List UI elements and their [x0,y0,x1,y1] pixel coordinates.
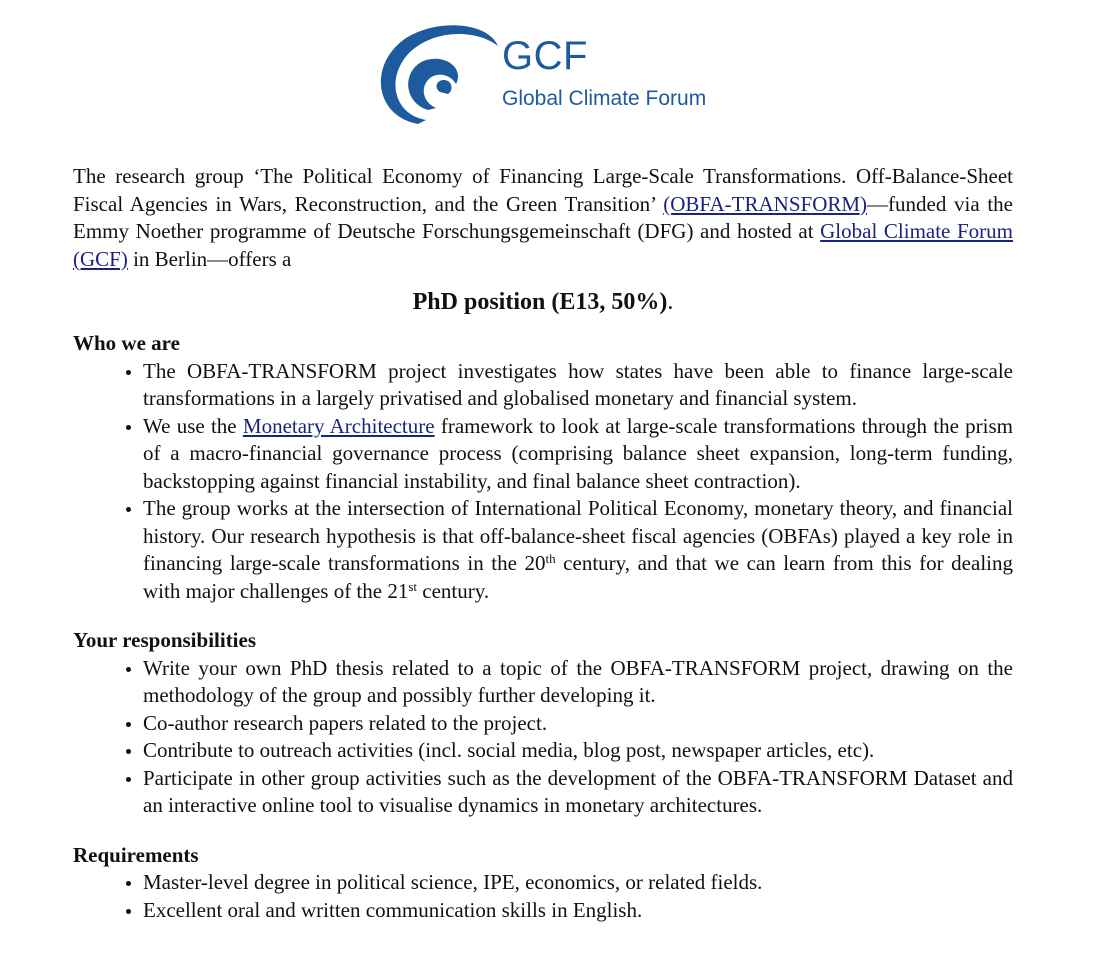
list-item: • Contribute to outreach activities (incl. social media, blog post, newspaper articles, etc). [143,737,1013,765]
logo-organization-name: Global Climate Forum [502,87,707,110]
list-item [143,495,1013,605]
item-text: We use the [143,413,243,438]
logo-abbreviation: GCF [502,34,588,78]
item-text: century. [417,578,490,603]
gcf-link[interactable]: Global Climate Forum (GCF) [73,219,1013,271]
item-text: framework to look at large-scale transformations through the prism of a macro-financial governance process (comprising balance sheet expansion, long-term funding, backstopping against financial instability, and final balance sheet contraction). [143,413,1014,493]
responsibilities-list [73,655,1013,820]
superscript: st [408,578,418,594]
list-item: • Excellent oral and written communication skills in English. [143,897,1013,925]
intro-text-1: The research group ‘The Political Economy of Financing Large-Scale Transformations. Off-Balance-Sheet Fiscal Agencies in Wars, Reconstruction, and the Green Transition’ [73,164,1013,216]
list-item [143,413,1013,496]
document-body [73,163,1013,924]
gcf-swirl-logo-icon [366,18,506,130]
list-item: • The OBFA-TRANSFORM project investigates how states have been able to finance large-scale transformations in a largely privatised and globalised monetary and financial system. [143,358,1013,413]
superscript: th [545,551,556,566]
item-text: The group works at the intersection of International Political Economy, monetary theory, and financial history. Our research hypothesis is that off-balance-sheet fiscal agencies (OBFAs) played a key role in financing large-scale transformations in the 20 [143,496,1013,575]
who-we-are-list [73,358,1013,606]
position-title-period: . [667,289,674,315]
intro-paragraph [73,163,1013,273]
intro-text-2: —funded via the Emmy Noether programme of Deutsche Forschungsgemeinschaft (DFG) and hosted at [73,191,1013,243]
list-item: • Write your own PhD thesis related to a topic of the OBFA-TRANSFORM project, drawing on the methodology of the group and possibly further developing it. [143,655,1013,710]
requirements-list [73,869,1013,924]
position-title [73,287,1013,317]
who-we-are-heading: Who we are [73,331,180,355]
list-item: • Master-level degree in political science, IPE, economics, or related fields. [143,869,1013,897]
list-item: • Co-author research papers related to the project. [143,710,1013,738]
list-item: • Participate in other group activities such as the development of the OBFA-TRANSFORM Dataset and an interactive online tool to visualise dynamics in monetary architectures. [143,765,1013,820]
item-text: century, and that we can learn from this for dealing with major challenges of the 21 [143,551,1013,603]
obfa-transform-link[interactable]: (OBFA-TRANSFORM) [663,191,868,216]
intro-text-3: in Berlin—offers a [127,246,292,271]
position-title-text: PhD position (E13, 50%) [412,289,668,315]
requirements-heading: Requirements [73,842,199,867]
gcf-logo [366,18,726,130]
monetary-architecture-link[interactable]: Monetary Architecture [242,413,435,438]
responsibilities-heading: Your responsibilities [73,628,257,652]
